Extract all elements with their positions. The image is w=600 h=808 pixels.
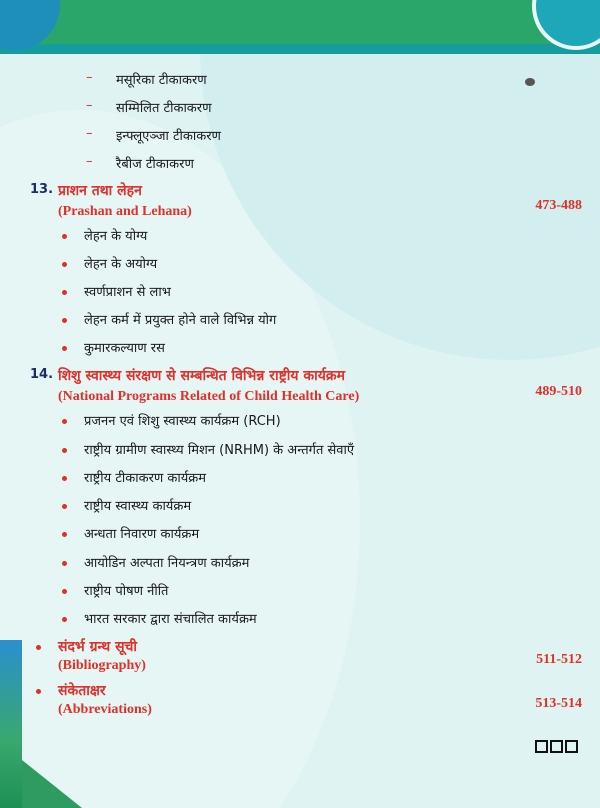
- bullet-marker: [62, 448, 67, 453]
- toc-subitem: राष्ट्रीय टीकाकरण कार्यक्रम: [84, 471, 207, 486]
- bullet-marker: [62, 561, 67, 566]
- bullet-marker: [36, 645, 41, 650]
- toc-subitem: राष्ट्रीय ग्रामीण स्वास्थ्य मिशन (NRHM) के अन्तर्गत सेवाएँ: [84, 443, 355, 458]
- bullet-marker: [62, 262, 67, 267]
- ink-smudge: [525, 78, 535, 86]
- section-title-english: (Abbreviations): [58, 702, 152, 717]
- bullet-marker: [62, 419, 67, 424]
- toc-subitem: भारत सरकार द्वारा संचालित कार्यक्रम: [84, 612, 257, 627]
- bullet-marker: [62, 318, 67, 323]
- section-title-hindi: संकेताक्षर: [58, 683, 106, 699]
- bottom-left-decoration: [0, 640, 22, 808]
- toc-subitem: मसूरिका टीकाकरण: [116, 73, 207, 88]
- toc-subitem: लेहन के अयोग्य: [84, 257, 158, 272]
- chapter-title-english: (Prashan and Lehana): [58, 204, 192, 219]
- dash-marker: –: [86, 154, 93, 169]
- toc-subitem: राष्ट्रीय पोषण नीति: [84, 584, 169, 599]
- section-title-hindi: संदर्भ ग्रन्थ सूची: [58, 639, 138, 655]
- toc-subitem: इन्फ्लूएञ्जा टीकाकरण: [116, 129, 221, 144]
- bullet-marker: [62, 290, 67, 295]
- dash-marker: –: [86, 126, 93, 141]
- bullet-marker: [62, 532, 67, 537]
- chapter-number: 13.: [30, 182, 54, 197]
- dash-marker: –: [86, 98, 93, 113]
- page-range: 513-514: [535, 696, 582, 711]
- toc-subitem: स्वर्णप्राशन से लाभ: [84, 285, 171, 300]
- chapter-title-english: (National Programs Related of Child Health Care): [58, 389, 360, 404]
- toc-subitem: आयोडिन अल्पता नियन्त्रण कार्यक्रम: [84, 556, 250, 571]
- bullet-marker: [62, 476, 67, 481]
- bullet-marker: [36, 689, 41, 694]
- chapter-title-hindi: शिशु स्वास्थ्य संरक्षण से सम्बन्धित विभिन्न राष्ट्रीय कार्यक्रम: [58, 368, 345, 384]
- chapter-number: 14.: [30, 367, 54, 382]
- chapter-title-hindi: प्राशन तथा लेहन: [58, 183, 142, 199]
- bullet-marker: [62, 504, 67, 509]
- toc-subitem: राष्ट्रीय स्वास्थ्य कार्यक्रम: [84, 499, 192, 514]
- bullet-marker: [62, 589, 67, 594]
- toc-subitem: सम्मिलित टीकाकरण: [116, 101, 212, 116]
- page-range: 473-488: [535, 198, 582, 213]
- toc-subitem: प्रजनन एवं शिशु स्वास्थ्य कार्यक्रम (RCH): [84, 414, 281, 429]
- page-range: 511-512: [536, 652, 582, 667]
- header-band: [0, 0, 600, 52]
- bullet-marker: [62, 617, 67, 622]
- page-range: 489-510: [535, 384, 582, 399]
- bullet-marker: [62, 234, 67, 239]
- end-of-section-mark: [535, 740, 578, 753]
- section-title-english: (Bibliography): [58, 658, 146, 673]
- toc-subitem: अन्धता निवारण कार्यक्रम: [84, 527, 200, 542]
- toc-subitem: लेहन कर्म में प्रयुक्त होने वाले विभिन्न योग: [84, 313, 277, 328]
- bullet-marker: [62, 346, 67, 351]
- dash-marker: –: [86, 70, 93, 85]
- toc-subitem: कुमारकल्याण रस: [84, 341, 165, 356]
- toc-subitem: रैबीज टीकाकरण: [116, 157, 194, 172]
- toc-subitem: लेहन के योग्य: [84, 229, 148, 244]
